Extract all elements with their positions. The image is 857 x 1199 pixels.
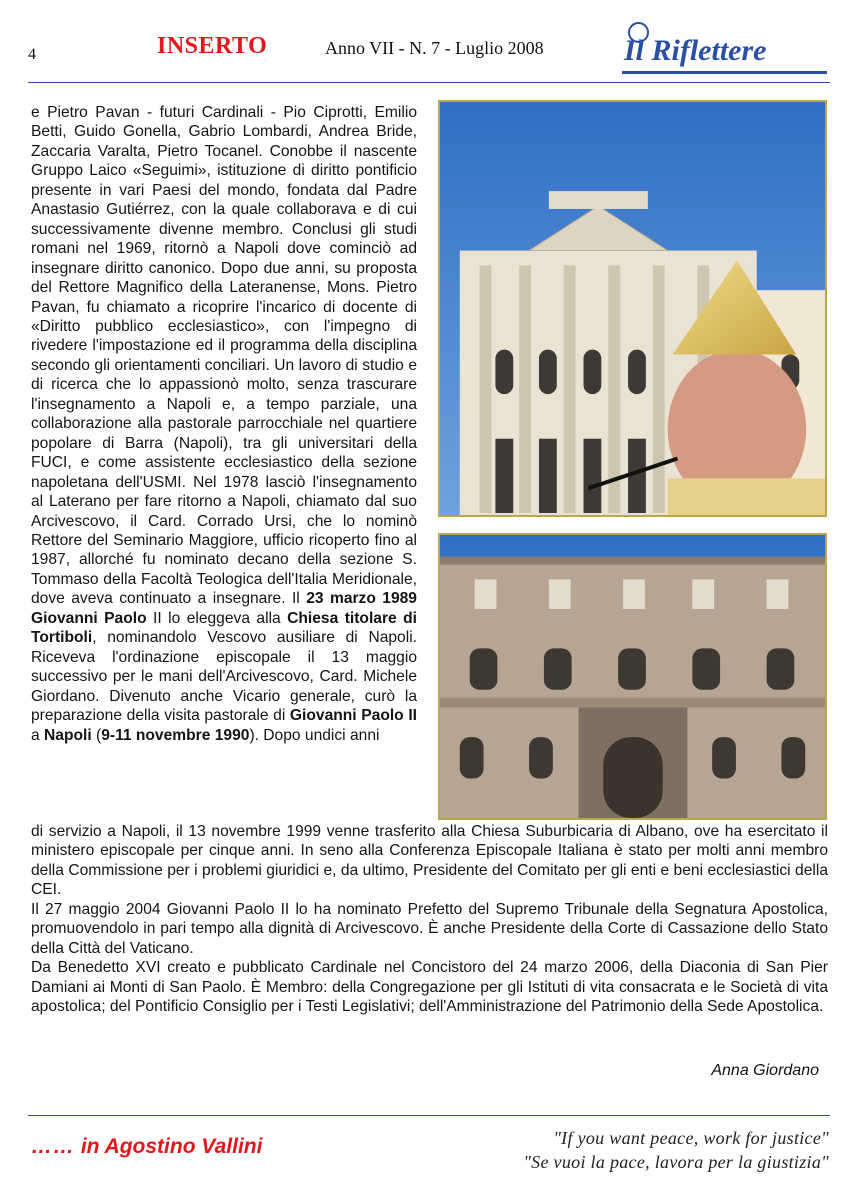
page-number: 4 [28, 46, 36, 63]
bold-text-segment: Chiesa titolare di Tortiboli [31, 609, 417, 647]
masthead-title: Il Riflettere [624, 34, 767, 67]
bold-text-segment: Giovanni Paolo II [289, 707, 417, 725]
article-column-text [31, 103, 417, 745]
text-segment: ( [91, 726, 102, 744]
section-title: INSERTO [157, 33, 268, 59]
quote-italian: "Se vuoi la pace, lavora per la giustizia" [523, 1152, 829, 1172]
footer-ellipsis: …… [31, 1135, 75, 1158]
paragraph-segnatura: Il 27 maggio 2004 Giovanni Paolo II lo ha nominato Prefetto del Supremo Tribunale della Segnatura Apostolica, promuovendolo in pari tempo alla dignità di Arcivescovo. È anche Presidente della Corte di Cassazione dello Stato della Città del Vaticano. [31, 900, 828, 957]
quote-english: "If you want peace, work for justice" [553, 1128, 829, 1148]
text-segment: e Pietro Pavan - futuri Cardinali - Pio Ciprotti, Emilio Betti, Guido Gonella, Gabrio Lombardi, Andrea Bride, Zaccaria Varalta, Pietro Tocanel. Conobbe il nascente Gruppo Laico «Seguimi», istituzione di diritto pontificio presente in vari Paesi del mondo, fondata dal Padre Anastasio Gutiérrez, con la quale collaborava e di cui successivamente divenne membro. Conclusi gli studi romani nel 1969, ritornò a Napoli dove cominciò ad insegnare diritto canonico. Dopo due anni, su proposta del Rettore Magnifico della Lateranense, Mons. Pietro Pavan, fu chiamato a ricoprire l'incarico di docente di «Diritto pubblico ecclesiastico», con l'impegno di rivedere l'impostazione ed il programma della disciplina secondo gli orientamenti conciliari. Un lavoro di studio e di ricerca che lo appassionò molto, senza trascurare l'insegnamento a Napoli e, a tempo parziale, una collaborazione alla pastorale parrocchiale nel quartiere popolare di Barra (Napoli), tra gli universitari della FUCI, e come assistente ecclesiastico della sezione napoletana dell'USMI. Nel 1978 lasciò l'insegnamento al Laterano per fare ritorno a Napoli, chiamato dal suo Arcivescovo, il Card. Corrado Ursi, che lo nominò Rettore del Seminario Maggiore, ufficio ricoperto fino al 1987, allorché fu nominato decano della sezione S. Tommaso della Facoltà Teologica dell'Italia Meridionale, dove aveva continuato a insegnare. Il [31, 104, 417, 608]
basilica-photo [440, 102, 825, 515]
bold-text-segment: 23 marzo 1989 Giovanni Paolo [31, 590, 417, 627]
palace-photo [440, 535, 825, 818]
footer-subject: in Agostino Vallini [80, 1135, 263, 1158]
masthead-logo [622, 22, 827, 74]
article-continuation [31, 822, 828, 1017]
author-signature: Anna Giordano [711, 1062, 819, 1079]
footer-series-title [31, 1135, 262, 1159]
bold-text-segment: Napoli [44, 726, 92, 744]
masthead-underline [622, 71, 827, 74]
text-segment: ). Dopo undici anni [249, 726, 380, 744]
footer-divider [28, 1115, 830, 1116]
text-segment: a [31, 726, 45, 744]
header-divider [28, 82, 830, 83]
photo-basilica-with-bishop [438, 100, 827, 517]
photo-palace-facade [438, 533, 827, 820]
bold-text-segment: 9-11 novembre 1990 [101, 726, 250, 744]
issue-info: Anno VII - N. 7 - Luglio 2008 [325, 38, 544, 58]
paragraph-albano: di servizio a Napoli, il 13 novembre 1999 venne trasferito alla Chiesa Suburbicaria di Albano, ove ha esercitato il ministero episcopale per cinque anni. In seno alla Conferenza Episcopale Italiana è stato per molti anni membro della Commissione per i problemi giuridici e, da ultimo, Presidente del Comitato per gli enti e beni ecclesiastici della CEI. [31, 823, 828, 899]
paragraph-cardinal: Da Benedetto XVI creato e pubblicato Cardinale nel Concistoro del 24 marzo 2006, della Diaconia di San Pier Damiani ai Monti di San Paolo. È Membro: della Congregazione per gli Istituti di vita consacrata e le Società di vita apostolica; del Pontificio Consiglio per i Testi Legislativi; dell'Amministrazione del Patrimonio della Sede Apostolica. [31, 959, 828, 1016]
text-segment: , nominandolo Vescovo ausiliare di Napoli. Riceveva l'ordinazione episcopale il 13 maggio successivo per le mani dell'Arcivescovo, Card. Michele Giordano. Divenuto anche Vicario generale, curò la preparazione della visita pastorale di [31, 629, 417, 725]
text-segment: II lo eleggeva alla [146, 609, 288, 627]
